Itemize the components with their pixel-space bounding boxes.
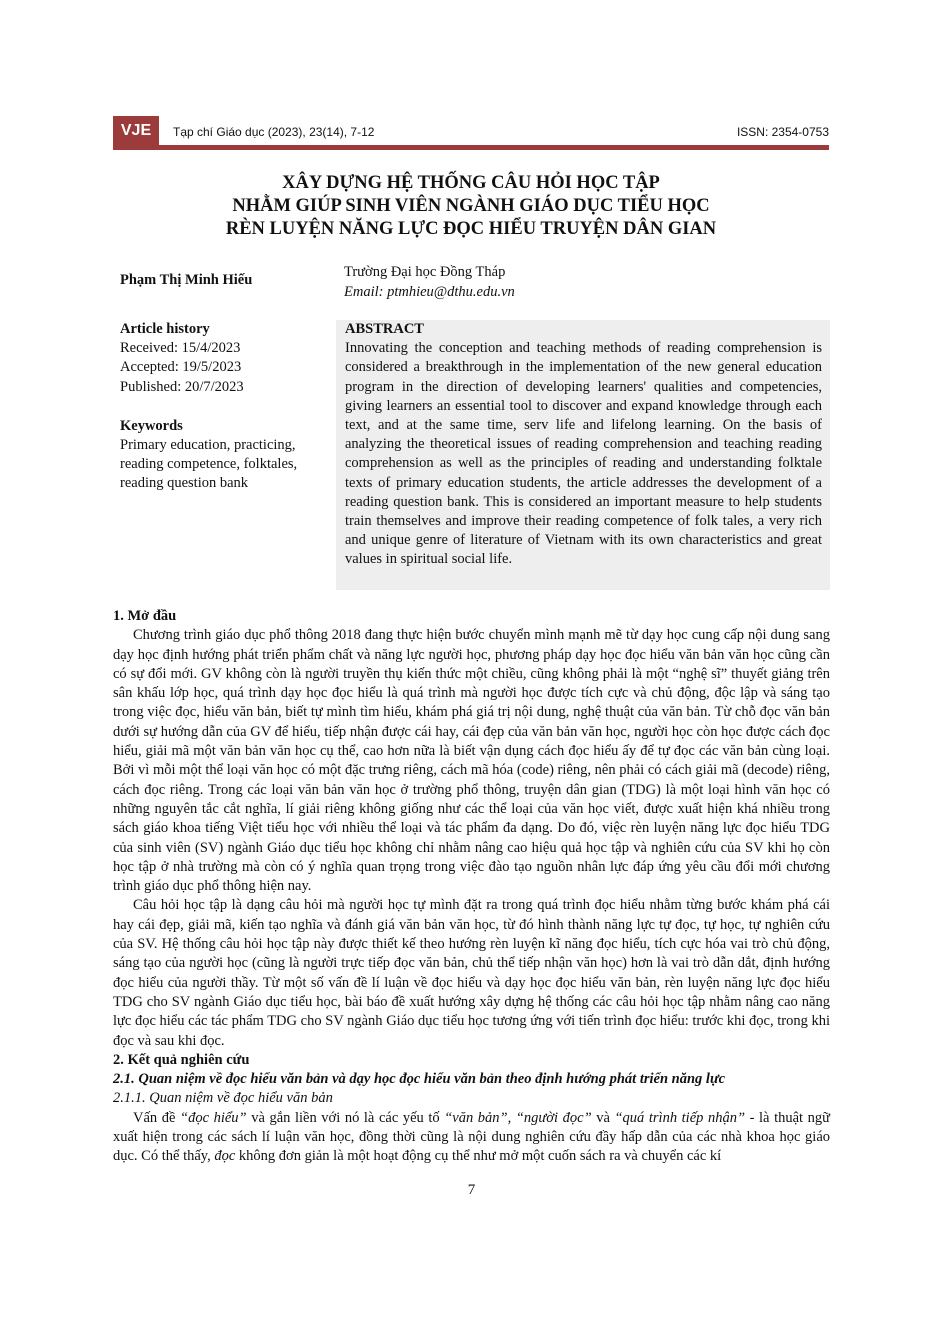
article-title bbox=[113, 172, 829, 241]
text: không đơn giản là một hoạt động cụ thể như mở một cuốn sách ra và chuyển các kí bbox=[235, 1148, 722, 1165]
title-line: NHẰM GIÚP SINH VIÊN NGÀNH GIÁO DỤC TIỂU HỌC bbox=[232, 196, 710, 216]
journal-logo: VJE bbox=[113, 116, 159, 150]
text: đọc bbox=[214, 1148, 236, 1165]
journal-header bbox=[113, 116, 829, 150]
text: Vấn đề bbox=[133, 1109, 181, 1126]
paragraph: Câu hỏi học tập là dạng câu hỏi mà người học tự mình đặt ra trong quá trình đọc hiểu nhằm từng bước khám phá cái hay cái đẹp, giải mã, kiến tạo nghĩa và đánh giá văn bản văn học, từ đó hình thành năng lực tự đọc, tự học, tự nghiên cứu của SV. Hệ thống câu hỏi học tập này được thiết kế theo hướng rèn luyện kĩ năng đọc hiểu, tích cực hóa vai trò chủ động, sáng tạo của người học (cũng là người trực tiếp đọc văn bản, chủ thể tiếp nhận văn học) hơn là vai trò dẫn dắt, định hướng đọc hiểu của người thầy. Từ một số vấn đề lí luận về đọc hiểu và dạy học đọc hiểu văn bản, rèn luyện năng lực đọc hiểu TDG cho SV ngành Giáo dục tiểu học, bài báo đề xuất hướng xây dựng hệ thống các câu hỏi học tập nhằm nâng cao năng lực đọc hiểu các tác phẩm TDG cho SV ngành Giáo dục tiểu học tương ứng với tiến trình đọc hiểu: trước khi đọc, trong khi đọc và sau khi đọc. bbox=[113, 897, 830, 1049]
title-line: RÈN LUYỆN NĂNG LỰC ĐỌC HIỂU TRUYỆN DÂN GIAN bbox=[225, 219, 717, 239]
abstract-box bbox=[336, 320, 830, 590]
author-email: Email: ptmhieu@dthu.edu.vn bbox=[344, 284, 515, 300]
text: và gắn liền với nó là các yếu tố bbox=[246, 1109, 445, 1126]
text: “quá trình tiếp nhận” bbox=[614, 1109, 746, 1126]
paragraph bbox=[113, 1109, 830, 1167]
section-heading: 1. Mở đầu bbox=[113, 608, 177, 624]
received-date: Received: 15/4/2023 bbox=[120, 340, 241, 357]
issn: ISSN: 2354-0753 bbox=[736, 125, 829, 139]
subsection-heading: 2.1. Quan niệm về đọc hiểu văn bản và dạy học đọc hiểu văn bản theo định hướng phát triển năng lực bbox=[113, 1071, 726, 1088]
keywords-heading: Keywords bbox=[120, 417, 183, 434]
section-heading: 2. Kết quả nghiên cứu bbox=[113, 1051, 250, 1068]
article-info bbox=[120, 320, 320, 494]
history-heading: Article history bbox=[120, 321, 210, 337]
abstract-heading: ABSTRACT bbox=[345, 321, 424, 337]
abstract-text: Innovating the conception and teaching methods of reading comprehension is considered a breakthrough in the implementation of the new general education program in the direction of developing learners' qualities and competencies, giving learners an essential tool to discover and expand knowledge through each text, and at the same time, serv life and lifelong learning. On the basis of analyzing the theoretical issues of reading comprehension and teaching reading comprehension as well as the principles of reading and understanding folktale texts of primary education students, the article addresses the development of a reading question bank. This is considered an important measure to help students train themselves and improve their reading competence of folk tales, a very rich and unique genre of literature of Vietnam with its own characteristics and great values in spiritual social life. bbox=[345, 340, 822, 568]
text: “văn bản”, “người đọc” bbox=[444, 1109, 592, 1126]
keywords-list: Primary education, practicing, reading competence, folktales, reading question bank bbox=[120, 437, 298, 492]
text: và bbox=[591, 1109, 615, 1126]
text: - là thuật ngữ xuất hiện trong các sách lí luận văn học, đồng thời cũng là nội dung nghiên cứu đầy hấp dẫn của các nhà khoa học giáo dục. Có thể thấy, bbox=[113, 1109, 831, 1165]
page-number: 7 bbox=[467, 1182, 476, 1198]
title-line: XÂY DỰNG HỆ THỐNG CÂU HỎI HỌC TẬP bbox=[282, 173, 660, 193]
published-date: Published: 20/7/2023 bbox=[120, 378, 244, 395]
journal-citation: Tạp chí Giáo dục (2023), 23(14), 7-12 bbox=[173, 125, 375, 139]
author-name: Phạm Thị Minh Hiếu bbox=[120, 272, 253, 288]
paragraph: Chương trình giáo dục phổ thông 2018 đang thực hiện bước chuyển mình mạnh mẽ từ dạy học cung cấp nội dung sang dạy học định hướng phát triển phẩm chất và năng lực người học, phương pháp dạy học đọc hiểu văn bản văn học cũng cần có sự đổi mới. GV không còn là người truyền thụ kiến thức một chiều, cũng không phải là một “nghệ sĩ” thuyết giảng trên sân khấu lớp học, quá trình dạy học đọc hiểu là quá trình mà người học được tích cực và chủ động, độc lập và sáng tạo trong việc đọc, hiểu văn bản, biết tự mình tìm hiểu, khám phá giá trị nội dung, nghệ thuật của văn bản. Từ chỗ đọc văn bản dưới sự hướng dẫn của GV để hiểu, tiếp nhận được cái hay, cái đẹp của văn bản văn học, người học còn học được cách đọc hiểu, giải mã một văn bản văn học cụ thể, cao hơn nữa là biết vận dụng cách đọc hiểu ấy để tự đọc các văn bản cùng loại. Bởi vì mỗi một thể loại văn học có một đặc trưng riêng, cách mã hóa (code) riêng, nên phải có cách giải mã (decode) riêng, cách đọc riêng. Trong các loại văn bản văn học ở trường phổ thông, truyện dân gian (TDG) là một loại hình văn học có những nguyên tắc cắt nghĩa, lí giải riêng không giống như các thể loại của văn học viết, được xuất hiện khá nhiều trong sách giáo khoa tiếng Việt tiểu học với nhiều thể loại và tác phẩm đa dạng. Do đó, việc rèn luyện năng lực đọc hiểu TDG của sinh viên (SV) ngành Giáo dục tiểu học không chỉ nhằm nâng cao hiệu quả học tập và nghiên cứu của SV khi họ còn học tập ở nhà trường mà còn có ý nghĩa quan trọng trong việc đào tạo nguồn nhân lực đáp ứng yêu cầu đổi mới chương trình giáo dục phổ thông hiện nay. bbox=[113, 627, 830, 895]
institution: Trường Đại học Đồng Tháp bbox=[344, 264, 506, 280]
article-body bbox=[113, 607, 830, 1167]
affiliation bbox=[344, 262, 515, 302]
accepted-date: Accepted: 19/5/2023 bbox=[120, 359, 242, 376]
subsubsection-heading: 2.1.1. Quan niệm về đọc hiểu văn bản bbox=[113, 1090, 333, 1107]
text: “đọc hiểu” bbox=[180, 1109, 247, 1126]
